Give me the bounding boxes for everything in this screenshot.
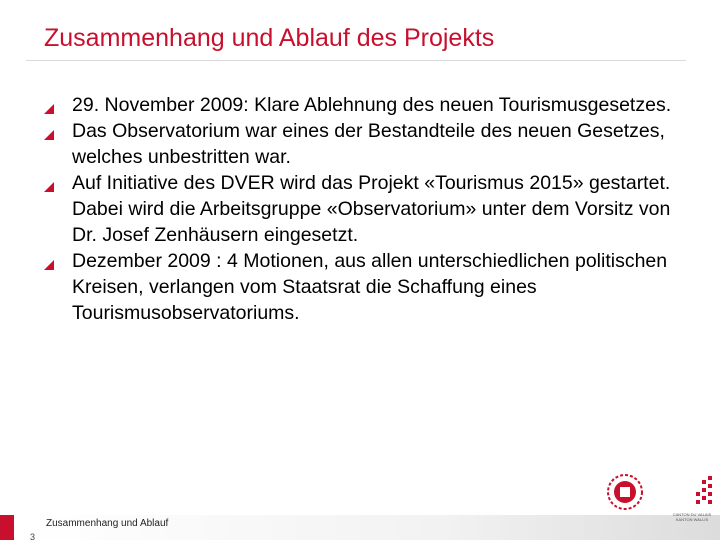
bullet-text: Das Observatorium war eines der Bestandteile des neuen Gesetzes, welches unbestritten war.	[72, 120, 665, 168]
bullet-text: Dezember 2009 : 4 Motionen, aus allen unterschiedlichen politischen Kreisen, verlangen vom Staatsrat die Schaffung eines Tourismusobservatoriums.	[72, 250, 668, 324]
bullet-list	[44, 92, 694, 326]
triangle-bullet-icon	[44, 104, 54, 114]
bullet-text: Auf Initiative des DVER wird das Projekt «Tourismus 2015» gestartet. Dabei wird die Arbeitsgruppe «Observatorium» unter dem Vorsitz von Dr. Josef Zenhäusern eingesetzt.	[72, 172, 671, 246]
bullet-item	[44, 118, 694, 170]
triangle-bullet-icon	[44, 182, 54, 192]
footer-accent	[0, 515, 14, 540]
slide-title: Zusammenhang und Ablauf des Projekts	[44, 24, 495, 52]
bullet-item	[44, 248, 694, 326]
title-divider	[26, 60, 686, 61]
bullet-text: 29. November 2009: Klare Ablehnung des neuen Tourismusgesetzes.	[72, 94, 672, 116]
page-number: 3	[30, 532, 36, 542]
bullet-item	[44, 92, 694, 118]
footer-label: Zusammenhang und Ablauf	[46, 518, 169, 529]
canton-logo-text: CANTON DU VALAIS KANTON WALLIS	[672, 512, 712, 522]
triangle-bullet-icon	[44, 130, 54, 140]
triangle-bullet-icon	[44, 260, 54, 270]
bullet-item	[44, 170, 694, 248]
